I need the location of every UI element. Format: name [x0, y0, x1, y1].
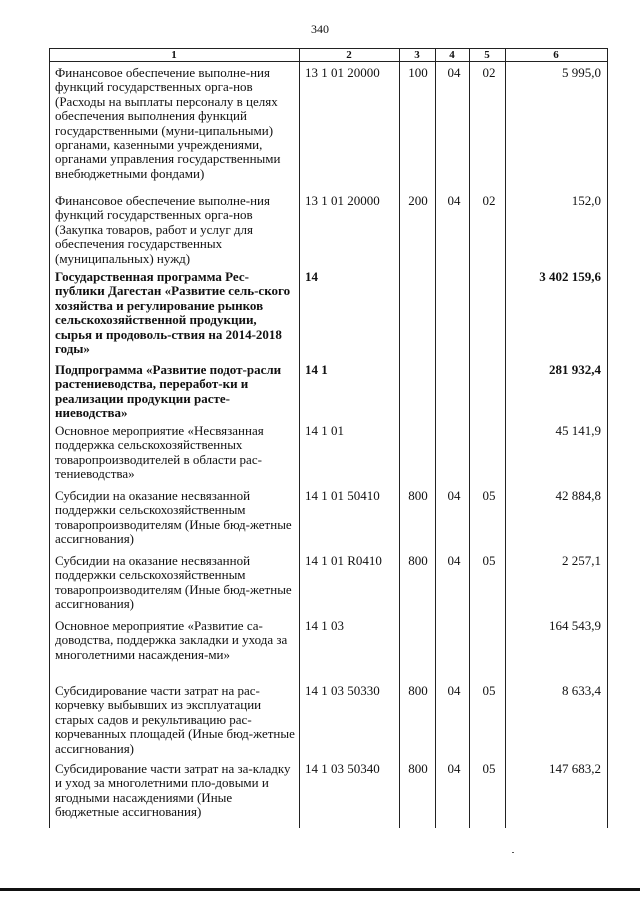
header-col-4: 4 [449, 49, 455, 61]
row-col-5: 02 [482, 65, 496, 80]
row-code: 14 1 03 50340 [305, 761, 380, 776]
column-divider [49, 48, 50, 828]
row-col-4: 04 [447, 761, 461, 776]
row-code: 14 1 03 [305, 618, 344, 633]
row-code: 14 1 01 R0410 [305, 553, 382, 568]
row-amount: 3 402 159,6 [539, 269, 601, 284]
column-divider [607, 48, 608, 828]
row-amount: 2 257,1 [562, 553, 601, 568]
row-amount: 152,0 [571, 193, 601, 208]
column-divider [505, 48, 506, 828]
row-code: 14 [305, 269, 318, 284]
page-number: 340 [311, 22, 329, 36]
row-amount: 5 995,0 [562, 65, 601, 80]
row-description: Субсидирование части затрат на рас-корчевку выбывших из эксплуатации старых садов и рекультивацию рас-корчеванных площадей (Иные бюд-жетные ассигнования) [55, 683, 295, 756]
row-description: Финансовое обеспечение выполне-ния функций государственных орга-нов (Расходы на выплаты персоналу в целях обеспечения выполнения функций государственными (муни-ципальными) органами, казенными учреждениями, органами управления государственными внебюджетными фондами) [55, 65, 281, 181]
column-divider [399, 48, 400, 828]
row-description: Подпрограмма «Развитие подот-расли растениеводства, переработ-ки и реализации продукции расте-ниеводства» [55, 362, 282, 421]
header-col-6: 6 [553, 49, 559, 61]
row-col-4: 04 [447, 193, 461, 208]
row-description: Субсидирование части затрат на за-кладку и уход за многолетними пло-довыми и ягодными насаждениями (Иные бюджетные ассигнования) [55, 761, 291, 820]
row-amount: 45 141,9 [555, 423, 601, 438]
header-col-1: 1 [171, 49, 177, 61]
row-code: 14 1 03 50330 [305, 683, 380, 698]
row-code: 14 1 01 50410 [305, 488, 380, 503]
header-col-2: 2 [346, 49, 352, 61]
header-col-3: 3 [414, 49, 420, 61]
row-description: Субсидии на оказание несвязанной поддержки сельскохозяйственным товаропроизводителям (Иные бюд-жетные ассигнования) [55, 553, 292, 612]
row-col-3: 800 [408, 553, 428, 568]
row-col-3: 800 [408, 761, 428, 776]
row-description: Основное мероприятие «Развитие са-доводства, поддержка закладки и ухода за многолетними насаждения-ми» [55, 618, 288, 662]
table-header [49, 48, 607, 62]
row-amount: 281 932,4 [549, 362, 601, 377]
row-description: Государственная программа Рес-публики Дагестан «Развитие сель-ского хозяйства и регулирование рынков сельскохозяйственной продукции, сырья и продоволь-ствия на 2014-2018 годы» [55, 269, 291, 357]
row-amount: 8 633,4 [562, 683, 601, 698]
column-divider [299, 48, 300, 828]
header-col-5: 5 [484, 49, 490, 61]
row-code: 13 1 01 20000 [305, 65, 380, 80]
row-col-5: 05 [482, 553, 496, 568]
row-col-5: 05 [482, 488, 496, 503]
row-col-4: 04 [447, 65, 461, 80]
row-col-4: 04 [447, 683, 461, 698]
row-col-4: 04 [447, 488, 461, 503]
column-divider [435, 48, 436, 828]
row-description: Субсидии на оказание несвязанной поддержки сельскохозяйственным товаропроизводителям (Иные бюд-жетные ассигнования) [55, 488, 292, 547]
row-description: Финансовое обеспечение выполне-ния функций государственных орга-нов (Закупка товаров, работ и услуг для обеспечения государственных (муниципальных) нужд) [55, 193, 270, 266]
row-col-4: 04 [447, 553, 461, 568]
row-amount: 147 683,2 [549, 761, 601, 776]
row-col-5: 02 [482, 193, 496, 208]
row-col-3: 800 [408, 488, 428, 503]
row-description: Основное мероприятие «Несвязанная поддержка сельскохозяйственных товаропроизводителей в области рас-тениеводства» [55, 423, 264, 482]
row-code: 13 1 01 20000 [305, 193, 380, 208]
row-amount: 42 884,8 [555, 488, 601, 503]
row-col-3: 800 [408, 683, 428, 698]
row-col-5: 05 [482, 761, 496, 776]
scan-bottom-edge [0, 888, 640, 891]
column-divider [469, 48, 470, 828]
row-col-3: 100 [408, 65, 428, 80]
scan-speck [512, 852, 514, 853]
row-code: 14 1 01 [305, 423, 344, 438]
row-col-5: 05 [482, 683, 496, 698]
row-code: 14 1 [305, 362, 328, 377]
row-amount: 164 543,9 [549, 618, 601, 633]
row-col-3: 200 [408, 193, 428, 208]
